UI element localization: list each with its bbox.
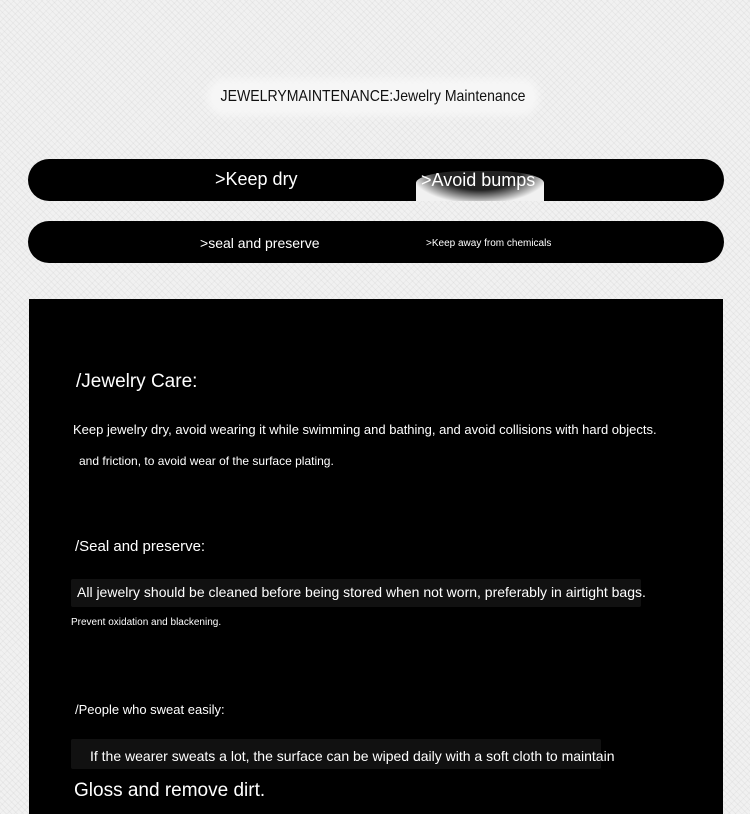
tab-row-2	[28, 221, 724, 263]
section-heading-care: /Jewelry Care:	[76, 371, 198, 392]
sweat-text-line-1: If the wearer sweats a lot, the surface can be wiped daily with a soft cloth to maintain	[90, 748, 615, 764]
care-text-line-1: Keep jewelry dry, avoid wearing it while swimming and bathing, and avoid collisions with hard objects.	[73, 422, 657, 437]
seal-text-line-2: Prevent oxidation and blackening.	[71, 617, 222, 628]
tab-avoid-bumps[interactable]: >Avoid bumps	[421, 170, 536, 190]
page-title: JEWELRYMAINTENANCE:Jewelry Maintenance	[212, 84, 534, 110]
section-heading-seal: /Seal and preserve:	[75, 538, 206, 555]
section-heading-sweat: /People who sweat easily:	[75, 702, 225, 717]
seal-text-line-1: All jewelry should be cleaned before being stored when not worn, preferably in airtight bags.	[77, 584, 646, 600]
tab-keep-away-from-chemicals[interactable]: >Keep away from chemicals	[426, 238, 552, 249]
tab-row-1	[28, 159, 724, 201]
care-panel	[29, 299, 723, 814]
tab-keep-dry[interactable]: >Keep dry	[215, 169, 298, 189]
sweat-text-line-2: Gloss and remove dirt.	[74, 780, 266, 801]
care-text-line-2: and friction, to avoid wear of the surface plating.	[79, 454, 334, 468]
tab-seal-and-preserve[interactable]: >seal and preserve	[200, 235, 320, 251]
